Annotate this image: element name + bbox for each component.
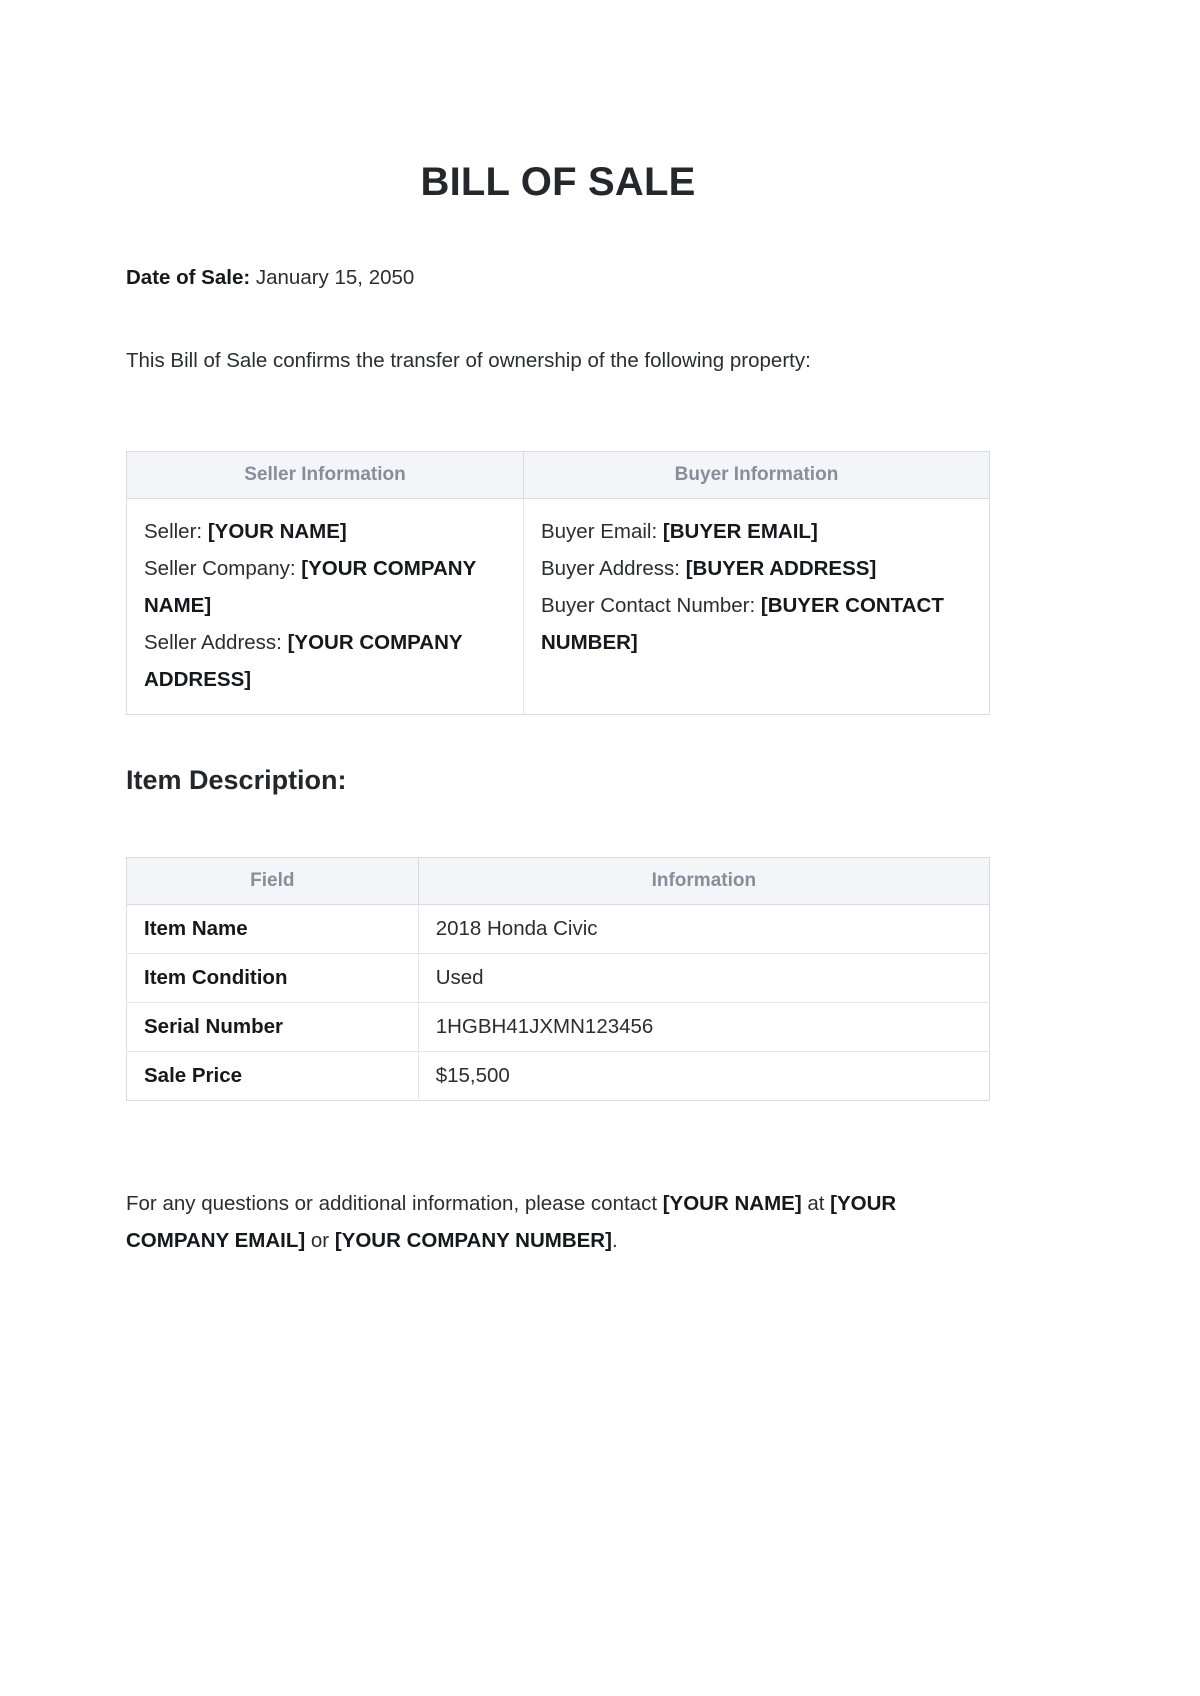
page-title: BILL OF SALE	[420, 160, 696, 204]
document-page	[126, 0, 990, 1259]
seller-address-value: [YOUR COMPANY ADDRESS]	[144, 631, 463, 691]
field-column-header: Field	[127, 858, 419, 905]
serial-number-field: Serial Number	[127, 1003, 419, 1052]
seller-company-label: Seller Company:	[144, 557, 296, 580]
seller-line	[144, 513, 506, 550]
contact-text: or	[305, 1229, 335, 1252]
seller-information-header: Seller Information	[127, 452, 524, 499]
item-condition-field: Item Condition	[127, 954, 419, 1003]
date-value: January 15, 2050	[255, 266, 415, 289]
intro-text: This Bill of Sale confirms the transfer of ownership of the following property:	[126, 349, 811, 372]
item-condition-value: Used	[418, 954, 989, 1003]
item-name-field: Item Name	[144, 917, 248, 940]
buyer-line	[541, 513, 972, 550]
contact-paragraph	[126, 1185, 990, 1259]
date-label: Date of Sale:	[126, 266, 251, 289]
table-row	[127, 1003, 990, 1052]
item-table-header-row	[127, 858, 990, 905]
seller-value: [YOUR NAME]	[207, 520, 347, 543]
item-description-section	[126, 762, 990, 798]
contact-text: at	[801, 1192, 831, 1215]
table-row	[127, 905, 990, 954]
buyer-line	[541, 587, 972, 661]
parties-body-row	[127, 499, 990, 715]
buyer-contact-value: [BUYER CONTACT NUMBER]	[540, 594, 944, 654]
sale-price-field: Sale Price	[127, 1052, 419, 1101]
buyer-line	[541, 550, 972, 587]
seller-line	[144, 550, 506, 624]
serial-number-value: 1HGBH41JXMN123456	[418, 1003, 989, 1052]
date-line	[126, 263, 990, 293]
seller-label: Seller:	[144, 520, 203, 543]
seller-cell	[127, 499, 524, 715]
buyer-contact-label: Buyer Contact Number:	[540, 594, 756, 617]
contact-company-number: [YOUR COMPANY NUMBER]	[334, 1229, 612, 1252]
buyer-cell	[523, 499, 989, 715]
buyer-email-label: Buyer Email:	[540, 520, 658, 543]
buyer-address-label: Buyer Address:	[540, 557, 680, 580]
buyer-email-value: [BUYER EMAIL]	[662, 520, 818, 543]
seller-company-value: [YOUR COMPANY NAME]	[144, 557, 476, 617]
table-row	[127, 1052, 990, 1101]
table-row	[127, 954, 990, 1003]
seller-line	[144, 624, 506, 698]
parties-header-row	[127, 452, 990, 499]
item-table	[126, 857, 990, 1101]
item-description-heading: Item Description:	[126, 765, 347, 795]
sale-price-value: $15,500	[418, 1052, 989, 1101]
contact-name: [YOUR NAME]	[662, 1192, 802, 1215]
contact-text: .	[611, 1229, 618, 1252]
buyer-information-header: Buyer Information	[523, 452, 989, 499]
contact-text: For any questions or additional information, please contact	[126, 1192, 663, 1215]
buyer-address-value: [BUYER ADDRESS]	[685, 557, 877, 580]
contact-company-email: [YOUR COMPANY EMAIL]	[126, 1192, 897, 1252]
seller-address-label: Seller Address:	[144, 631, 282, 654]
parties-table	[126, 451, 990, 715]
information-column-header: Information	[418, 858, 989, 905]
item-name-value: 2018 Honda Civic	[418, 905, 989, 954]
